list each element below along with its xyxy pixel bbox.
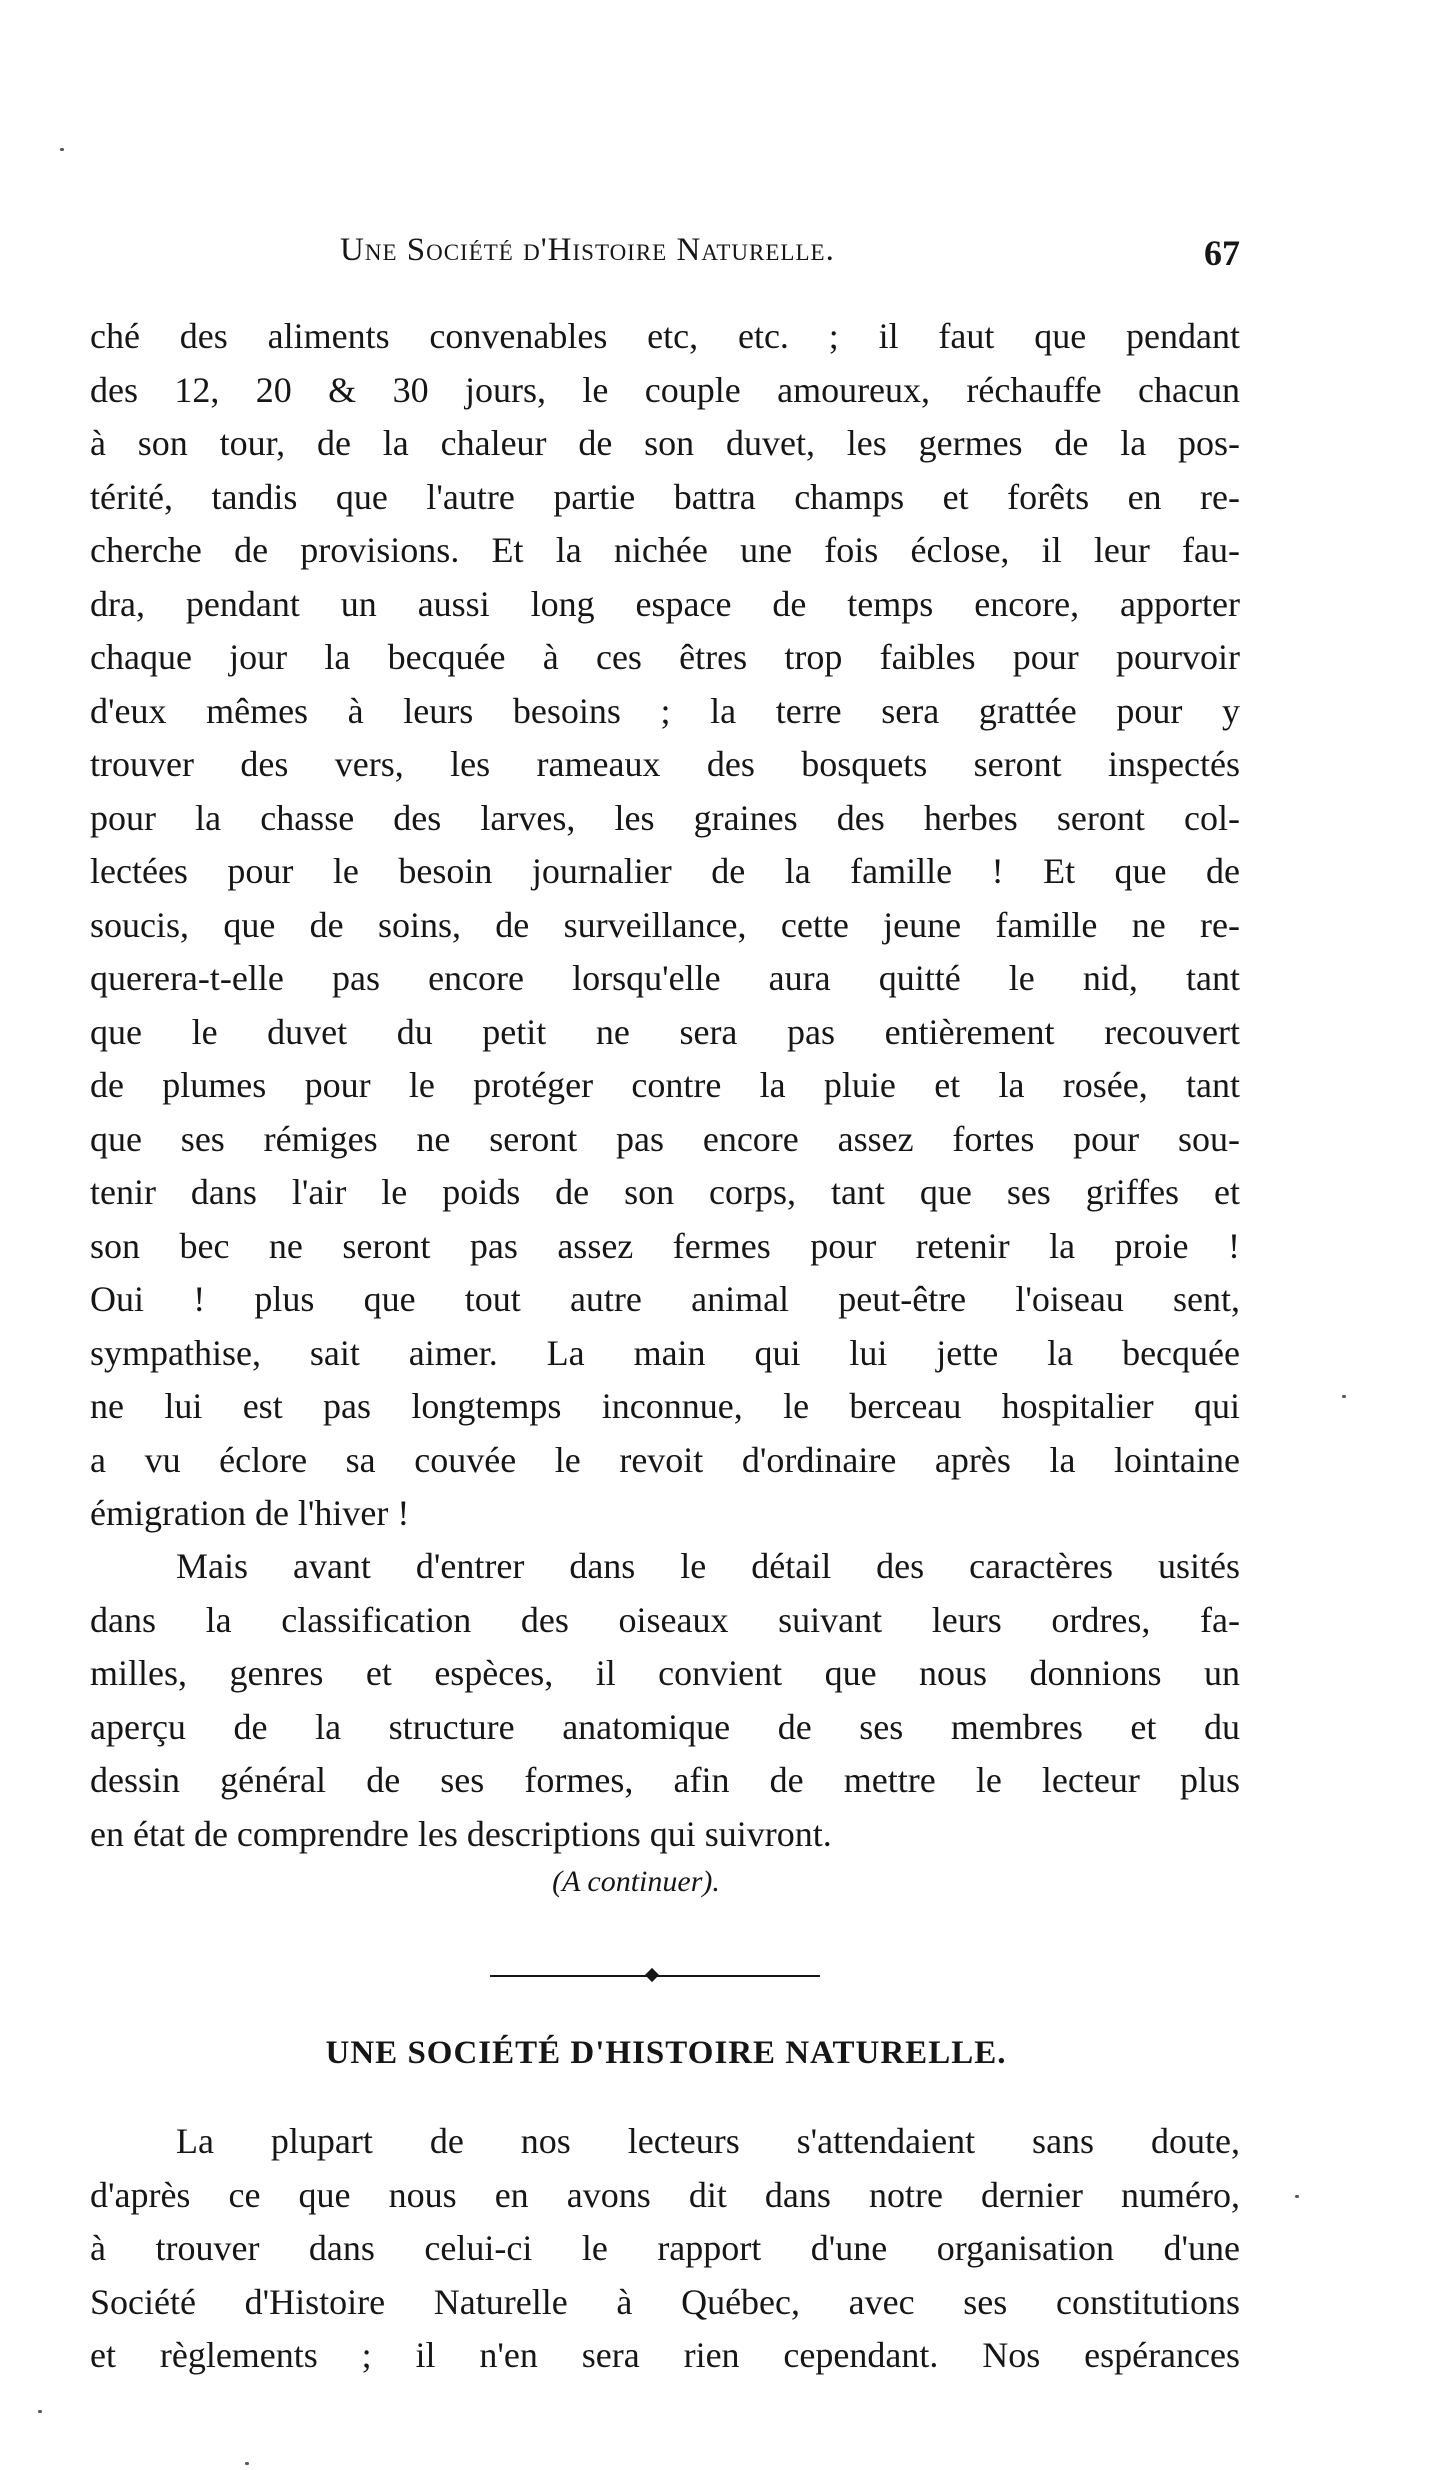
text-line: que ses rémiges ne seront pas encore assez fortes pour sou- (90, 1118, 1240, 1159)
text-line: chaque jour la becquée à ces êtres trop faibles pour pourvoir (90, 637, 1240, 677)
text-line: milles, genres et espèces, il convient que nous donnions un (90, 1653, 1240, 1693)
text-line: de plumes pour le protéger contre la pluie et la rosée, tant (90, 1065, 1240, 1105)
text-line: ne lui est pas longtemps inconnue, le berceau hospitalier qui (90, 1386, 1240, 1426)
text-line: tenir dans l'air le poids de son corps, tant que ses griffes et (90, 1172, 1240, 1212)
text-line: sympathise, sait aimer. La main qui lui jette la becquée (90, 1332, 1240, 1373)
text-line: La plupart de nos lecteurs s'attendaient sans doute, (176, 2121, 1240, 2161)
divider-diamond-icon (645, 1968, 659, 1982)
text-line: d'eux mêmes à leurs besoins ; la terre sera grattée pour y (90, 690, 1240, 731)
text-line: aperçu de la structure anatomique de ses membres et du (90, 1706, 1240, 1747)
text-line: dessin général de ses formes, afin de mettre le lecteur plus (90, 1760, 1240, 1800)
text-line: d'après ce que nous en avons dit dans notre dernier numéro, (90, 2174, 1240, 2215)
text-line: et règlements ; il n'en sera rien cependant. Nos espérances (90, 2335, 1240, 2375)
text-line: dra, pendant un aussi long espace de temps encore, apporter (90, 583, 1240, 624)
text-line: pour la chasse des larves, les graines des herbes seront col- (90, 797, 1240, 838)
text-line: son bec ne seront pas assez fermes pour retenir la proie ! (90, 1225, 1240, 1266)
text-line: en état de comprendre les descriptions qui suivront. (90, 1813, 832, 1854)
running-title: Une Société d'Histoire Naturelle. (340, 232, 835, 268)
text-line: Oui ! plus que tout autre animal peut-être l'oiseau sent, (90, 1279, 1240, 1319)
text-line: émigration de l'hiver ! (90, 1493, 410, 1533)
section-divider (490, 1969, 820, 1983)
text-line: querera-t-elle pas encore lorsqu'elle aura quitté le nid, tant (90, 958, 1240, 998)
continued-note-text: (A continuer). (552, 1865, 720, 1898)
text-line: trouver des vers, les rameaux des bosquets seront inspectés (90, 744, 1240, 784)
text-line: a vu éclore sa couvée le revoit d'ordinaire après la lointaine (90, 1439, 1240, 1480)
print-speck (1342, 1395, 1346, 1398)
text-line: à son tour, de la chaleur de son duvet, les germes de la pos- (90, 423, 1240, 463)
page-number: 67 (1204, 233, 1240, 273)
continued-note (0, 1865, 1452, 1899)
section-heading (0, 2035, 1452, 2072)
paragraph-1 (90, 310, 1240, 1541)
running-head (90, 232, 1240, 282)
print-speck (60, 148, 64, 151)
paragraph-2 (90, 1540, 1240, 1861)
text-line: ché des aliments convenables etc, etc. ; il faut que pendant (90, 316, 1240, 356)
text-line: soucis, que de soins, de surveillance, cette jeune famille ne re- (90, 904, 1240, 945)
text-line: Mais avant d'entrer dans le détail des caractères usités (176, 1546, 1240, 1586)
text-line: dans la classification des oiseaux suivant leurs ordres, fa- (90, 1599, 1240, 1640)
print-speck (1295, 2195, 1299, 2198)
text-line: cherche de provisions. Et la nichée une fois éclose, il leur fau- (90, 530, 1240, 570)
text-line: à trouver dans celui-ci le rapport d'une organisation d'une (90, 2228, 1240, 2268)
print-speck (245, 2462, 249, 2465)
text-line: que le duvet du petit ne sera pas entièrement recouvert (90, 1011, 1240, 1052)
print-speck (38, 2410, 42, 2413)
text-line: des 12, 20 & 30 jours, le couple amoureux, réchauffe chacun (90, 369, 1240, 410)
paragraph-3 (90, 2115, 1240, 2383)
text-line: lectées pour le besoin journalier de la famille ! Et que de (90, 851, 1240, 891)
text-line: Société d'Histoire Naturelle à Québec, avec ses constitutions (90, 2281, 1240, 2322)
section-heading-text: UNE SOCIÉTÉ D'HISTOIRE NATURELLE. (325, 2035, 1007, 2071)
text-line: térité, tandis que l'autre partie battra champs et forêts en re- (90, 476, 1240, 517)
